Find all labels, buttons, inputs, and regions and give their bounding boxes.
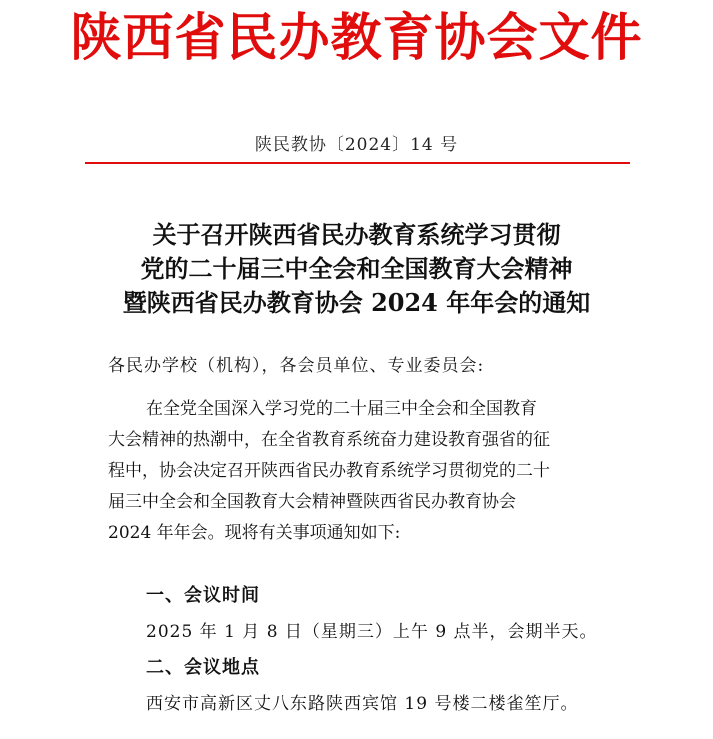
- body-paragraph: [108, 394, 608, 549]
- section-text-meeting-time: 2025 年 1 月 8 日（星期三）上午 9 点半，会期半天。: [146, 622, 598, 642]
- salutation: 各民办学校（机构），各会员单位、专业委员会:: [108, 356, 485, 376]
- paragraph-line: 程中，协会决定召开陕西省民办教育系统学习贯彻党的二十: [108, 461, 550, 481]
- red-divider-line: [85, 162, 630, 164]
- document-header-title: 陕西省民办教育协会文件: [70, 9, 643, 68]
- section-heading-meeting-location: 二、会议地点: [146, 657, 260, 678]
- document-number: 陕民教协〔2024〕14 号: [254, 135, 459, 155]
- paragraph-line: 届三中全会和全国教育大会精神暨陕西省民办教育协会: [108, 492, 516, 512]
- notice-title: [0, 218, 713, 320]
- notice-title-line: 党的二十届三中全会和全国教育大会精神: [140, 254, 573, 283]
- paragraph-line: 2024 年年会。现将有关事项通知如下:: [108, 523, 401, 543]
- section-heading-meeting-time: 一、会议时间: [146, 585, 260, 606]
- notice-title-line: 关于召开陕西省民办教育系统学习贯彻: [152, 220, 561, 249]
- paragraph-line: 大会精神的热潮中，在全省教育系统奋力建设教育强省的征: [108, 430, 550, 450]
- section-text-meeting-location: 西安市高新区丈八东路陕西宾馆 19 号楼二楼雀笙厅。: [146, 694, 579, 714]
- paragraph-line: 在全党全国深入学习党的二十届三中全会和全国教育: [146, 399, 537, 419]
- notice-title-line: 暨陕西省民办教育协会 2024 年年会的通知: [122, 288, 591, 317]
